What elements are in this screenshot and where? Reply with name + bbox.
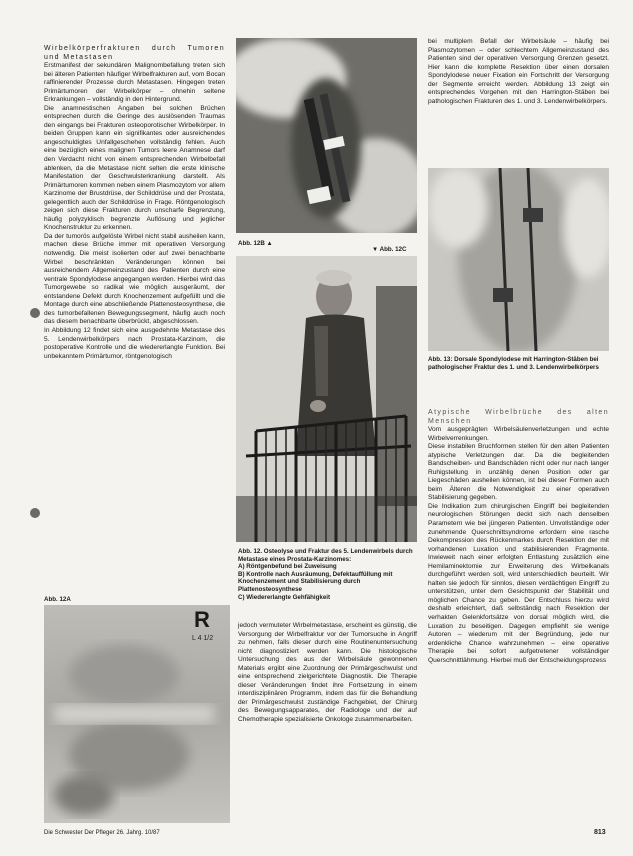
column-right-top (428, 38, 609, 106)
section-heading-tumors: Wirbelkörperfrakturen durch Tumoren und Metastasen (44, 45, 225, 61)
paragraph: bei multiplem Befall der Wirbelsäule – häufig bei Plasmozytomen – oder schlechtem Allgemeinzustand des Patienten sind der operativen Versorgung Grenzen gesetzt. Hier kann die komplette Resektion über einen dorsalen Spondylodese neuer Fixation ein Fortschritt der Versorgung der Segmente erreicht werden. Abbildung 13 zeigt ein entsprechendes Vorgehen mit den Harrington-Stäben bei pathologischen Frakturen des 1. und 3. Lendenwirbelkörpers. (428, 38, 609, 105)
paragraph: Die Indikation zum chirurgischen Eingriff bei begleitenden neurologischen Störungen deckt sich nach denselben Parametern wie bei jüngeren Patienten. Unvollständige oder zunehmende Querschnittsyndrome erfordern eine rasche Dekompression des Rückenmarkes durch Resektion der mit vorhandenen Luxation und stabilisierenden Fragmente. Inwieweit nach einer erfolgten Entlastung zusätzlich eine Hemilaminektomie zur Erweiterung des Wirbelkanals durchgeführt werden soll, wird unterschiedlich beurteilt. Wir halten sie jedoch für sinnlos, diesen verdächtigen Eingriff zu unterstützen, unter dem Gesichtspunkt der Stabilität und möglichen Chance zu geben. Der Entschluss hierzu wird deshalb erleichtert, daß selbständig nach Resektion der verhakten Gelenkfortsätze von dorsal möglich wird, die Luxation zu beseitigen. Dagegen empfiehlt sie wenige Autoren – wiederum mit der Begründung, jede nur erdenkliche Chance wahrzunehmen – eine operative Therapie bei sofort aufgetretener vollständiger Querschnittlähmung. Hierbei muß der Entscheidungsprozess (428, 502, 609, 664)
footer-journal: Die Schwester Der Pfleger 26. Jahrg. 10/87 (44, 830, 160, 836)
page-number: 813 (594, 829, 606, 836)
figure-caption-12 (238, 548, 416, 601)
paragraph: Die anamnestischen Angaben bei solchen Brüchen entsprechen durch die Geringe des auslösenden Traumas den eingangs bei Frakturen osteoporotischer Wirbelkörper. In beiden Gruppen kann ein signifikantes oder ausreichendes angeschuldigtes Unfallgeschehen vollständig fehlen. Auch eine bezüglich eines malignen Tumors leere Anamnese darf den Verdacht nicht von einem entsprechenden Wirbelbefall ablenken, da die Metastase nicht selten die erste klinische Manifestation der Geschwulsterkrankung darstellt. Als Primärtumoren kommen neben einem Plasmozytom vor allem Karzinome der Brustdrüse, der Schilddrüse und der Prostata, gelegentlich auch der Schilddrüse in Frage. Röntgenologisch zeigen sich diese Frakturen durch unscharfe Begrenzung, häufig polyzyklisch begrenzte Auflösung und jeglicher Knochenstruktur zu erkennen. (44, 104, 225, 232)
paragraph: Vom ausgeprägten Wirbelsäulenverletzungen und echte Wirbelverrenkungen. (428, 426, 609, 442)
xray-image-12b (236, 38, 417, 233)
photo-patient-12c (236, 256, 417, 542)
xray-marker-text: L 4 1/2 (192, 635, 214, 642)
punch-hole-top (30, 308, 40, 318)
caption-title: Abb. 12. Osteolyse und Fraktur des 5. Lendenwirbels durch Metastase eines Prostata-Karzinomes: (238, 548, 413, 563)
punch-hole-bottom (30, 508, 40, 518)
caption-item: C) Wiedererlangte Gehfähigkeit (238, 593, 331, 601)
xray-image-12a (44, 605, 230, 823)
column-right-bottom (428, 408, 609, 665)
paragraph: Diese instabilen Bruchformen stellen für den alten Patienten atypische Verletzungen dar. Da die begleitenden Bandscheiben- und Bandschäden nicht oder nur nach langer Ruhigstellung in unzählig denen Position oder gar Liegeschäden ausheilen können, ist bei dieser Formen auch beim Älteren die Notwendigkeit zu einer operativen Stabilisierung gegeben. (428, 443, 609, 502)
figure-label-12c: ▼ Abb. 12C (372, 246, 407, 253)
figure-caption-13: Abb. 13: Dorsale Spondylodese mit Harrington-Stäben bei pathologischer Fraktur des 1. und 3. Lendenwirbelkörpers (428, 356, 599, 371)
xray-image-13 (428, 168, 609, 351)
caption-item: B) Kontrolle nach Ausräumung, Defektauffüllung mit Knochenzement und Stabilisierung durch Plattenosteosynthese (238, 570, 393, 593)
column-left (44, 44, 225, 361)
xray-marker-r: R (194, 607, 210, 632)
paragraph: In Abbildung 12 findet sich eine ausgedehnte Metastase des 5. Lendenwirbelkörpers nach Prostata-Karzinom, die postoperative Kontrolle und die wiedererlangte Funktion. Bei unbekanntem Primärtumor, röntgenologisch (44, 326, 225, 360)
paragraph: Da der tumorös aufgelöste Wirbel nicht stabil ausheilen kann, machen diese Brüche immer mit operativen Versorgung notwendig. Die meist isolierten oder auf zwei benachbarte Wirbel beschränkten Veränderungen können bei ausreichendem Allgemeinzustand des Patienten durch eine ventrale Spondylodese angegangen werden. Hierbei wird das Tumorgewebe so radikal wie möglich ausgeräumt, der entstandene Defekt durch Knochenzement aufgefüllt und die Montage durch eine abschließende Plattenosteosynthese, die des tumorbefallenen Bewegungssegment, häufig auch noch das diesem benachbarte überbrückt, abgeschlossen. (44, 232, 225, 326)
paragraph: jedoch vermuteter Wirbelmetastase, erscheint es günstig, die Versorgung der Wirbelfraktur vor der Tumorsuche in Angriff zu nehmen, falls dieser durch eine Routinenuntersuchung nicht diagnostiziert werden kann. Die histologische Untersuchung des aus der Wirbelsäule gewonnenen Materials ergibt eine Zuordnung der Primärgeschwulst und eine entsprechend zielgerichtete Diagnostik. Die Therapie dieser Veränderungen findet ihre Fortsetzung in einem interdisziplinären Programm, indem das für die Behandlung der Primärgeschwulst zuständige Fachgebiet, der Chirurg des Bewegungsapparates, der Radiologe und der auf Chemotherapie spezialisierte Onkologe zusammenarbeiten. (238, 622, 417, 724)
figure-label-12b: Abb. 12B ▲ (238, 240, 273, 247)
caption-item: A) Röntgenbefund bei Zuweisung (238, 563, 337, 571)
figure-label-12a: Abb. 12A (44, 596, 71, 603)
column-middle-text (238, 622, 417, 725)
paragraph: Erstmanifest der sekundären Malignombefallung treten sich bei älteren Patienten häufiger Wirbelfrakturen auf, vom Bocan raffinierender Prozesse durch Metastasen. Hingegen treten Primärtumoren der Wirbelkörper – ohnehin seltene Erkrankungen – vollständig in den Hintergrund. (44, 62, 225, 104)
section-heading-atypical: Atypische Wirbelbrüche des alten Menschen (428, 409, 609, 425)
